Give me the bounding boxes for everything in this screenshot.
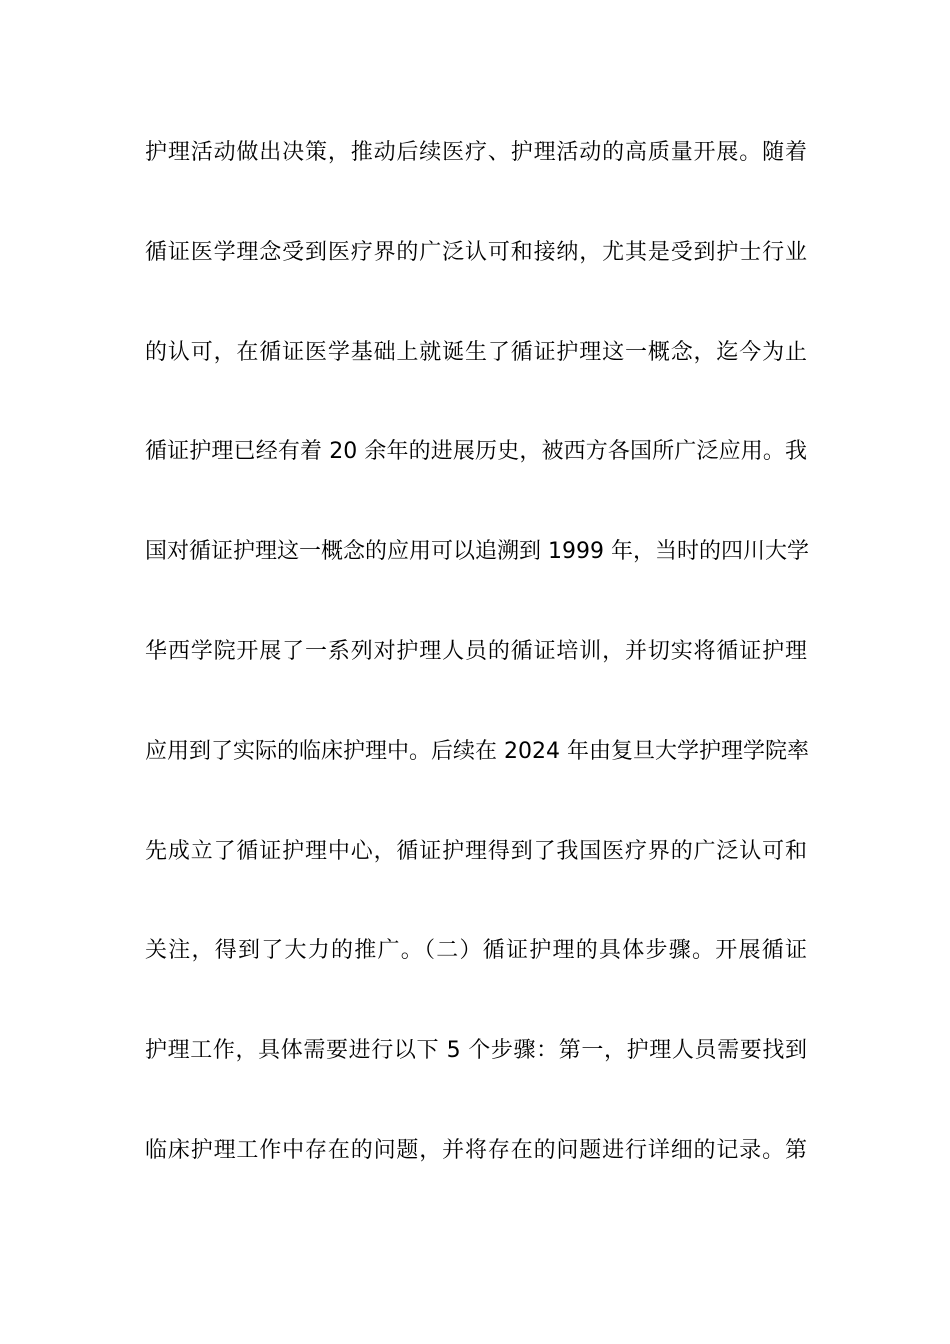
text-line: 临床护理工作中存在的问题，并将存在的问题进行详细的记录。第 bbox=[145, 1137, 807, 1163]
text-line: 护理工作，具体需要进行以下 5 个步骤：第一，护理人员需要找到 bbox=[145, 1038, 807, 1064]
body-text bbox=[145, 128, 807, 1226]
text-line: 循证护理已经有着 20 余年的进展历史，被西方各国所广泛应用。我 bbox=[145, 439, 807, 465]
text-line: 国对循证护理这一概念的应用可以追溯到 1999 年，当时的四川大学 bbox=[145, 539, 809, 565]
text-line: 的认可，在循证医学基础上就诞生了循证护理这一概念，迄今为止 bbox=[145, 339, 807, 365]
text-line: 华西学院开展了一系列对护理人员的循证培训，并切实将循证护理 bbox=[145, 638, 807, 664]
text-line: 先成立了循证护理中心，循证护理得到了我国医疗界的广泛认可和 bbox=[145, 838, 807, 864]
text-line: 关注，得到了大力的推广。（二）循证护理的具体步骤。开展循证 bbox=[145, 938, 807, 964]
text-line: 应用到了实际的临床护理中。后续在 2024 年由复旦大学护理学院率 bbox=[145, 738, 809, 764]
text-line: 循证医学理念受到医疗界的广泛认可和接纳，尤其是受到护士行业 bbox=[145, 239, 807, 265]
text-line: 护理活动做出决策，推动后续医疗、护理活动的高质量开展。随着 bbox=[145, 140, 807, 165]
